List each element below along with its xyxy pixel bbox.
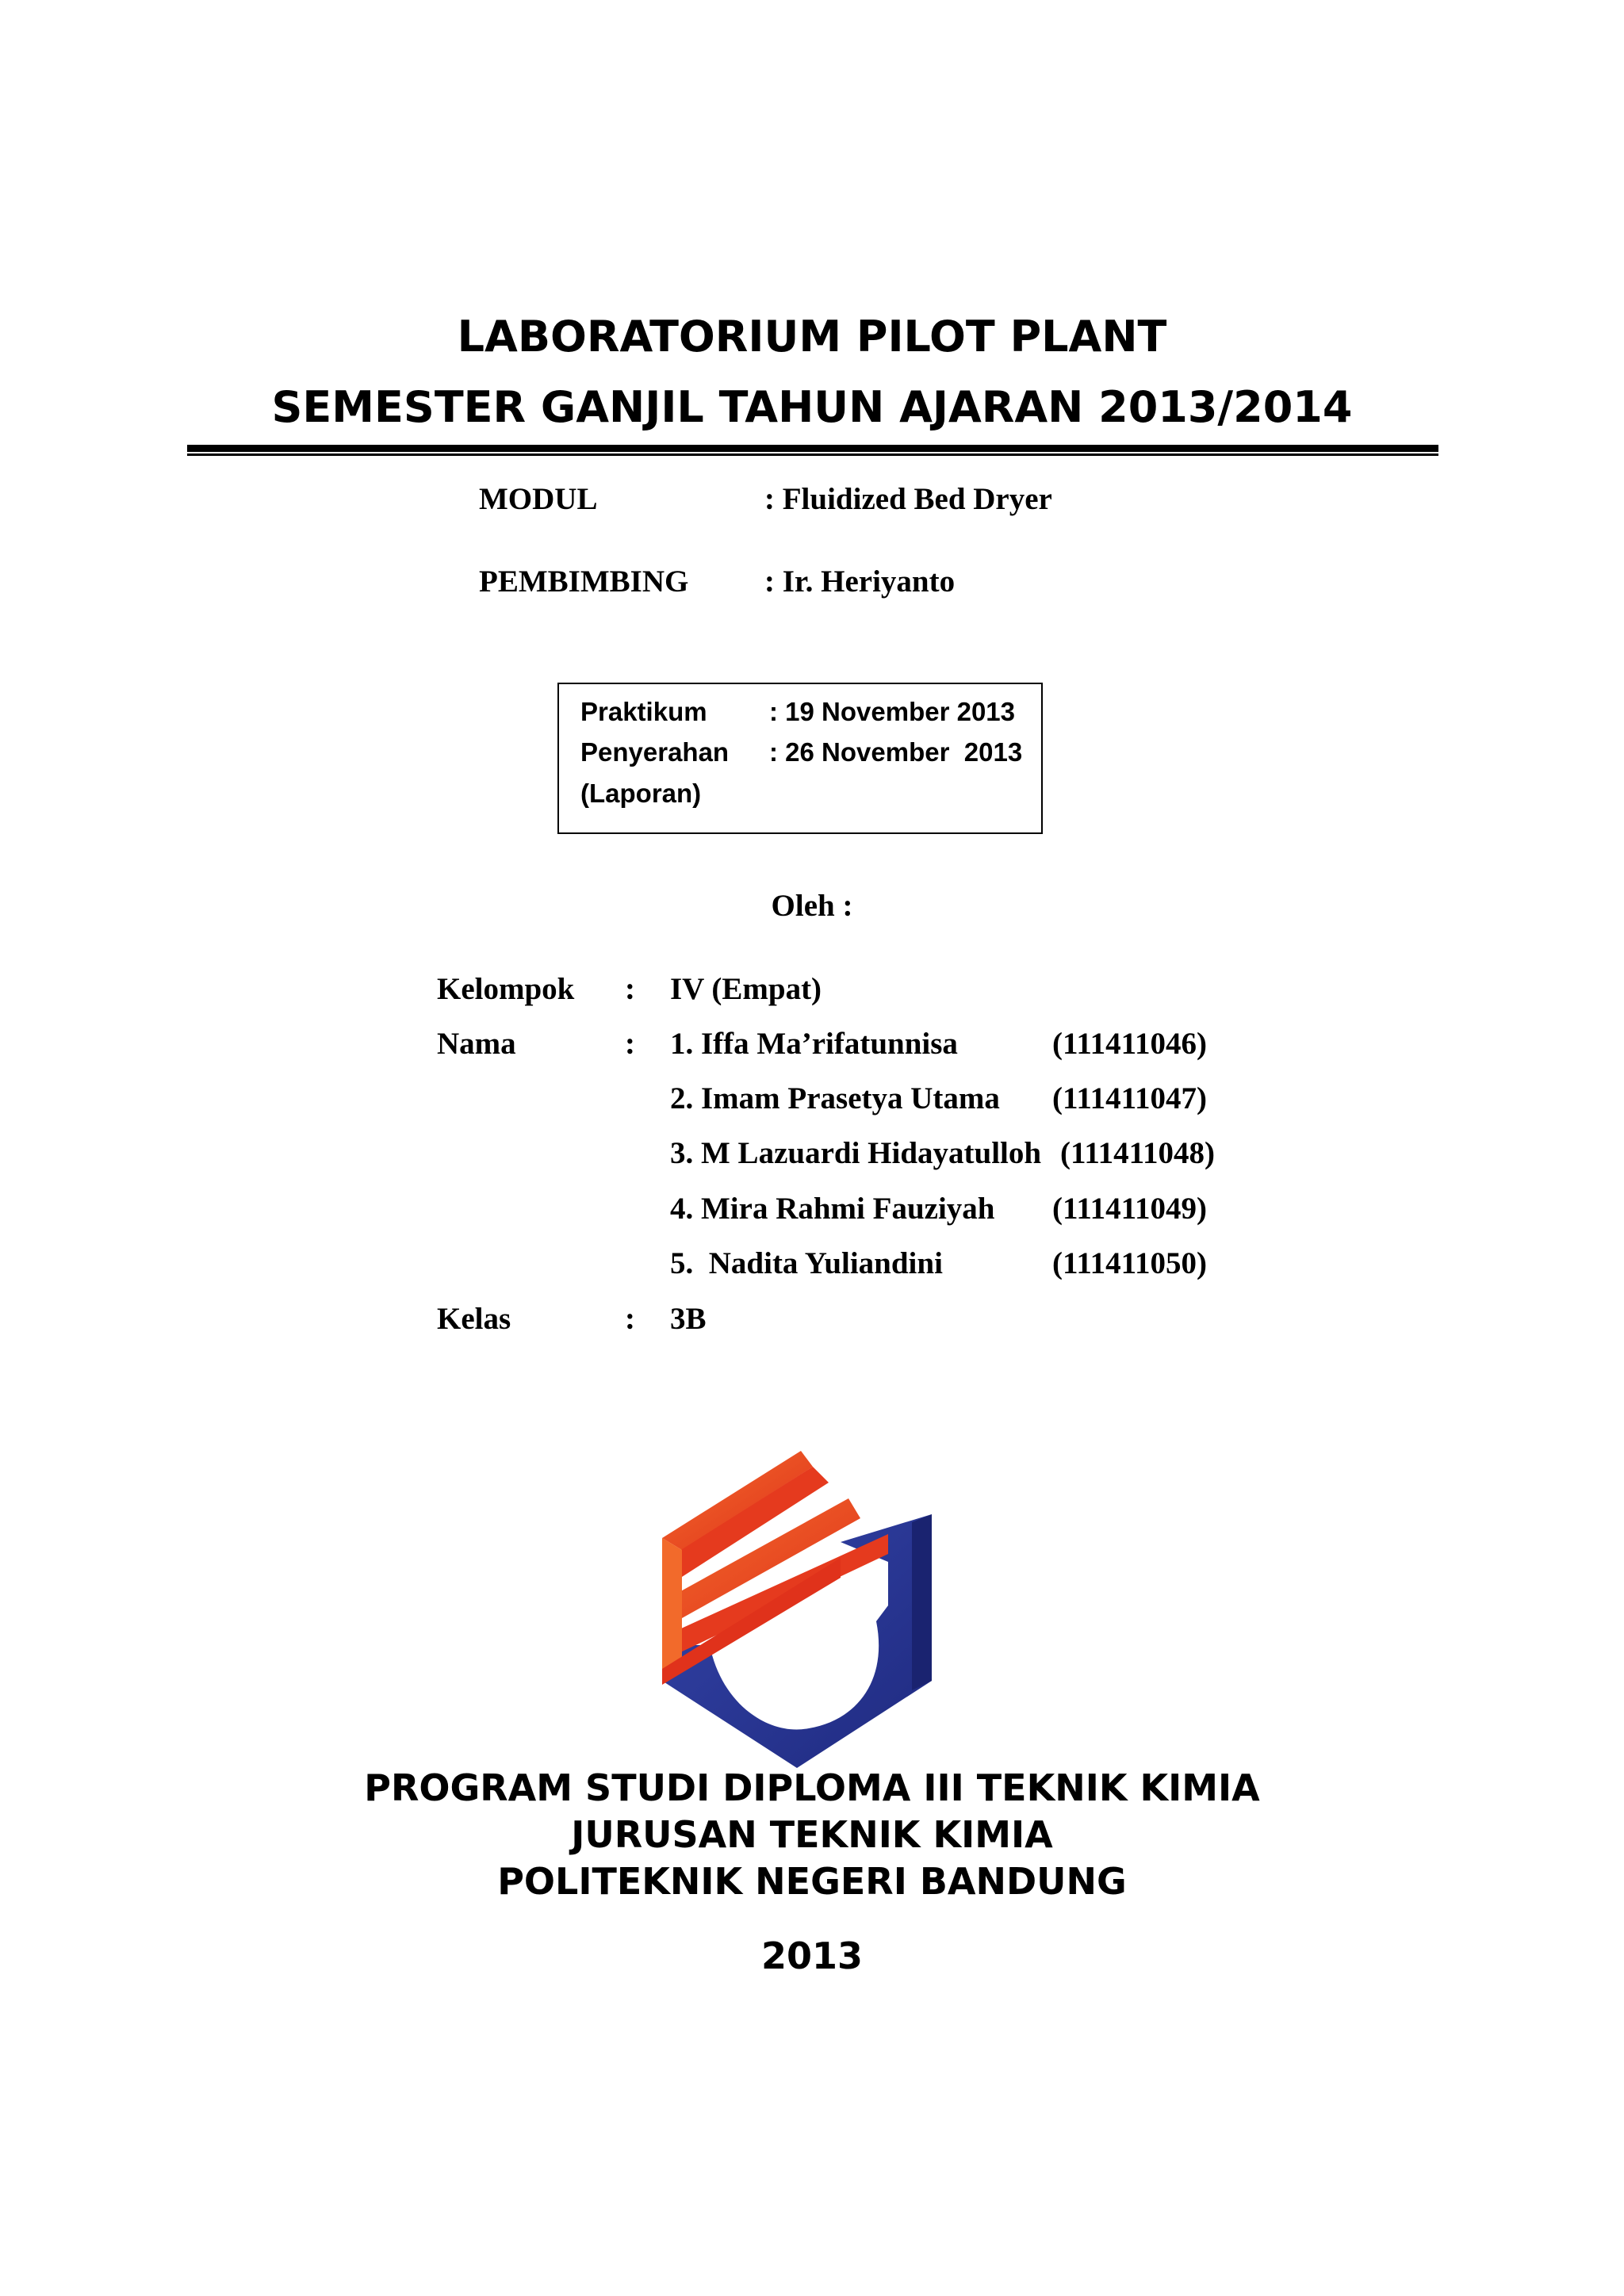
footer-year: 2013 xyxy=(760,1934,864,1977)
kelas-colon: : xyxy=(625,1302,635,1336)
member-nim-4: (111411049) xyxy=(1052,1192,1208,1226)
nama-colon: : xyxy=(625,1027,635,1061)
modul-label: MODUL xyxy=(479,482,598,516)
kelompok-label: Kelompok xyxy=(437,972,575,1006)
polban-logo-icon xyxy=(650,1443,944,1776)
kelas-label: Kelas xyxy=(437,1302,511,1336)
penyerahan-value: : 26 November 2013 xyxy=(769,737,1023,767)
by-label: Oleh : xyxy=(771,889,853,923)
member-nim-5: (111411050) xyxy=(1052,1246,1208,1280)
member-name-2: 2. Imam Prasetya Utama xyxy=(670,1081,1000,1115)
header-divider-thick xyxy=(187,445,1438,452)
member-name-3: 3. M Lazuardi Hidayatulloh xyxy=(670,1136,1042,1170)
kelompok-colon: : xyxy=(625,972,635,1006)
nama-label: Nama xyxy=(437,1027,516,1061)
footer-institution: POLITEKNIK NEGERI BANDUNG xyxy=(497,1860,1127,1903)
praktikum-value: : 19 November 2013 xyxy=(769,697,1016,726)
member-nim-3: (111411048) xyxy=(1060,1136,1216,1170)
header-divider-thin xyxy=(187,453,1438,456)
footer-department: JURUSAN TEKNIK KIMIA xyxy=(571,1813,1053,1856)
member-nim-2: (111411047) xyxy=(1052,1081,1208,1115)
kelas-value: 3B xyxy=(670,1302,707,1336)
member-nim-1: (111411046) xyxy=(1052,1027,1208,1061)
title-line-1: LABORATORIUM PILOT PLANT xyxy=(457,312,1167,362)
laporan-label: (Laporan) xyxy=(580,779,702,808)
modul-value: : Fluidized Bed Dryer xyxy=(764,482,1052,516)
dates-box xyxy=(557,683,1043,834)
footer-program: PROGRAM STUDI DIPLOMA III TEKNIK KIMIA xyxy=(364,1766,1260,1809)
member-name-4: 4. Mira Rahmi Fauziyah xyxy=(670,1192,995,1226)
pembimbing-label: PEMBIMBING xyxy=(479,564,689,599)
praktikum-label: Praktikum xyxy=(580,697,707,726)
member-name-1: 1. Iffa Ma’rifatunnisa xyxy=(670,1027,958,1061)
title-line-2: SEMESTER GANJIL TAHUN AJARAN 2013/2014 xyxy=(271,382,1353,432)
penyerahan-label: Penyerahan xyxy=(580,737,730,767)
pembimbing-value: : Ir. Heriyanto xyxy=(764,564,956,599)
kelompok-value: IV (Empat) xyxy=(670,972,822,1006)
member-name-5: 5. Nadita Yuliandini xyxy=(670,1246,943,1280)
